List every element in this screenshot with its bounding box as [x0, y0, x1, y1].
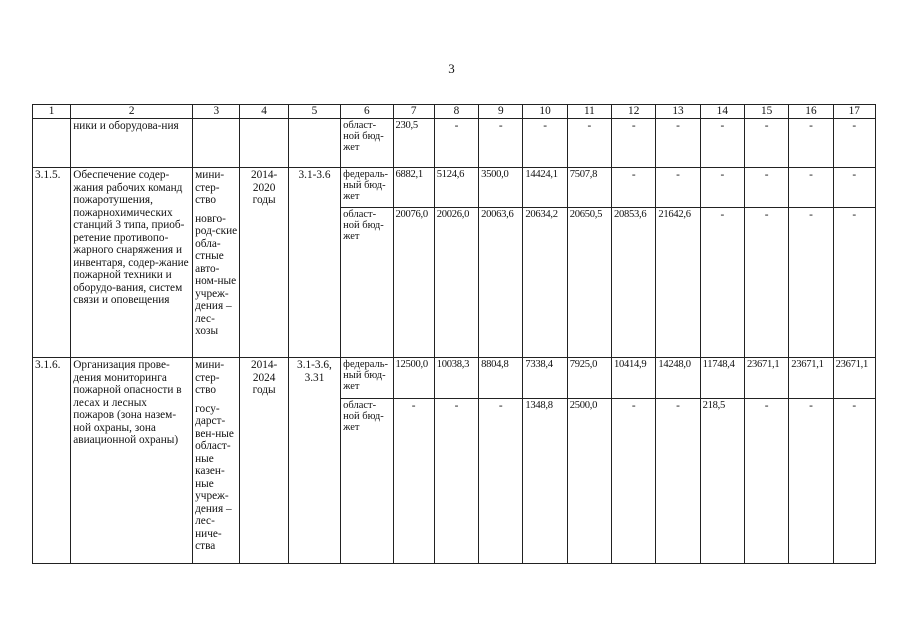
activity-name: Обеспечение содер-жания рабочих команд пожаротушения, пожарнохимических станций 3 типа, приоб-ретение противопо-жарного снаряжения и инвентаря, содер-жание пожарной техники и оборудо-вания, систем связи и оповещения: [71, 168, 193, 358]
col-header: 16: [789, 105, 833, 119]
col-header: 1: [33, 105, 71, 119]
value-cell: 20634,2: [523, 208, 567, 358]
value-cell: 7925,0: [567, 358, 611, 399]
targets: 3.1-3.6, 3.31: [288, 358, 340, 564]
value-cell: 21642,6: [656, 208, 700, 358]
value-cell: 20853,6: [612, 208, 656, 358]
value-cell: 11748,4: [700, 358, 744, 399]
value-cell: -: [833, 168, 875, 208]
col-header: 3: [193, 105, 240, 119]
value-cell: -: [833, 119, 875, 168]
value-cell: -: [789, 168, 833, 208]
value-cell: 230,5: [393, 119, 434, 168]
col-header: 2: [71, 105, 193, 119]
value-cell: -: [833, 399, 875, 564]
value-cell: -: [612, 119, 656, 168]
value-cell: 12500,0: [393, 358, 434, 399]
item-number: 3.1.6.: [33, 358, 71, 564]
value-cell: 5124,6: [434, 168, 478, 208]
col-header: 9: [479, 105, 523, 119]
value-cell: -: [789, 208, 833, 358]
value-cell: -: [479, 399, 523, 564]
activity-name: Организация прове-дения мониторинга пожарной опасности в лесах и лесных пожаров (зона назем-ной охраны, зона авиационной охраны): [71, 358, 193, 564]
value-cell: 20026,0: [434, 208, 478, 358]
col-header: 4: [240, 105, 288, 119]
targets: 3.1-3.6: [288, 168, 340, 358]
value-cell: -: [612, 399, 656, 564]
col-header: 5: [288, 105, 340, 119]
value-cell: 10038,3: [434, 358, 478, 399]
value-cell: -: [744, 119, 788, 168]
col-header: 11: [567, 105, 611, 119]
value-cell: 6882,1: [393, 168, 434, 208]
executor: [193, 168, 240, 358]
col-header: 17: [833, 105, 875, 119]
col-header: 13: [656, 105, 700, 119]
budget-source: област-ной бюд-жет: [341, 399, 393, 564]
col-header: 12: [612, 105, 656, 119]
value-cell: 23671,1: [833, 358, 875, 399]
item-number: 3.1.5.: [33, 168, 71, 358]
value-cell: 20063,6: [479, 208, 523, 358]
item-number: [33, 119, 71, 168]
value-cell: 23671,1: [744, 358, 788, 399]
value-cell: 2500,0: [567, 399, 611, 564]
value-cell: -: [393, 399, 434, 564]
years: 2014-2024 годы: [240, 358, 288, 564]
value-cell: -: [656, 399, 700, 564]
col-header: 14: [700, 105, 744, 119]
budget-source: федераль-ный бюд-жет: [341, 358, 393, 399]
value-cell: 1348,8: [523, 399, 567, 564]
value-cell: 14424,1: [523, 168, 567, 208]
col-header: 6: [341, 105, 393, 119]
value-cell: -: [656, 119, 700, 168]
value-cell: -: [789, 399, 833, 564]
value-cell: -: [434, 399, 478, 564]
col-header: 7: [393, 105, 434, 119]
table-row: [33, 168, 876, 208]
value-cell: 3500,0: [479, 168, 523, 208]
value-cell: 20076,0: [393, 208, 434, 358]
value-cell: -: [744, 399, 788, 564]
value-cell: -: [789, 119, 833, 168]
activity-name: ники и оборудова-ния: [71, 119, 193, 168]
executor-secondary: новго-род-ские обла-стные авто-ном-ные учреж-дения – лес-хозы: [195, 212, 238, 337]
header-row: [33, 105, 876, 119]
value-cell: -: [479, 119, 523, 168]
value-cell: 14248,0: [656, 358, 700, 399]
budget-source: област-ной бюд-жет: [341, 208, 393, 358]
value-cell: -: [523, 119, 567, 168]
value-cell: -: [700, 119, 744, 168]
value-cell: 10414,9: [612, 358, 656, 399]
col-header: 10: [523, 105, 567, 119]
value-cell: -: [700, 168, 744, 208]
targets: [288, 119, 340, 168]
value-cell: -: [434, 119, 478, 168]
years: [240, 119, 288, 168]
value-cell: 8804,8: [479, 358, 523, 399]
col-header: 8: [434, 105, 478, 119]
value-cell: -: [700, 208, 744, 358]
value-cell: 7507,8: [567, 168, 611, 208]
table-row: [33, 358, 876, 399]
executor: [193, 358, 240, 564]
budget-source: федераль-ный бюд-жет: [341, 168, 393, 208]
table-row: [33, 119, 876, 168]
value-cell: 218,5: [700, 399, 744, 564]
value-cell: -: [656, 168, 700, 208]
executor-secondary: госу-дарст-вен-ные област-ные казен-ные учреж-дения – лес-ниче-ства: [195, 402, 234, 552]
value-cell: -: [612, 168, 656, 208]
budget-source: област-ной бюд-жет: [341, 119, 393, 168]
value-cell: -: [833, 208, 875, 358]
value-cell: -: [744, 208, 788, 358]
value-cell: 20650,5: [567, 208, 611, 358]
executor-primary: мини-стер-ство: [195, 359, 225, 396]
value-cell: 7338,4: [523, 358, 567, 399]
years: 2014-2020 годы: [240, 168, 288, 358]
value-cell: -: [567, 119, 611, 168]
executor: [193, 119, 240, 168]
value-cell: -: [744, 168, 788, 208]
value-cell: 23671,1: [789, 358, 833, 399]
executor-primary: мини-стер-ство: [195, 169, 225, 206]
col-header: 15: [744, 105, 788, 119]
page-number: 3: [448, 61, 455, 76]
program-table: [32, 104, 876, 564]
